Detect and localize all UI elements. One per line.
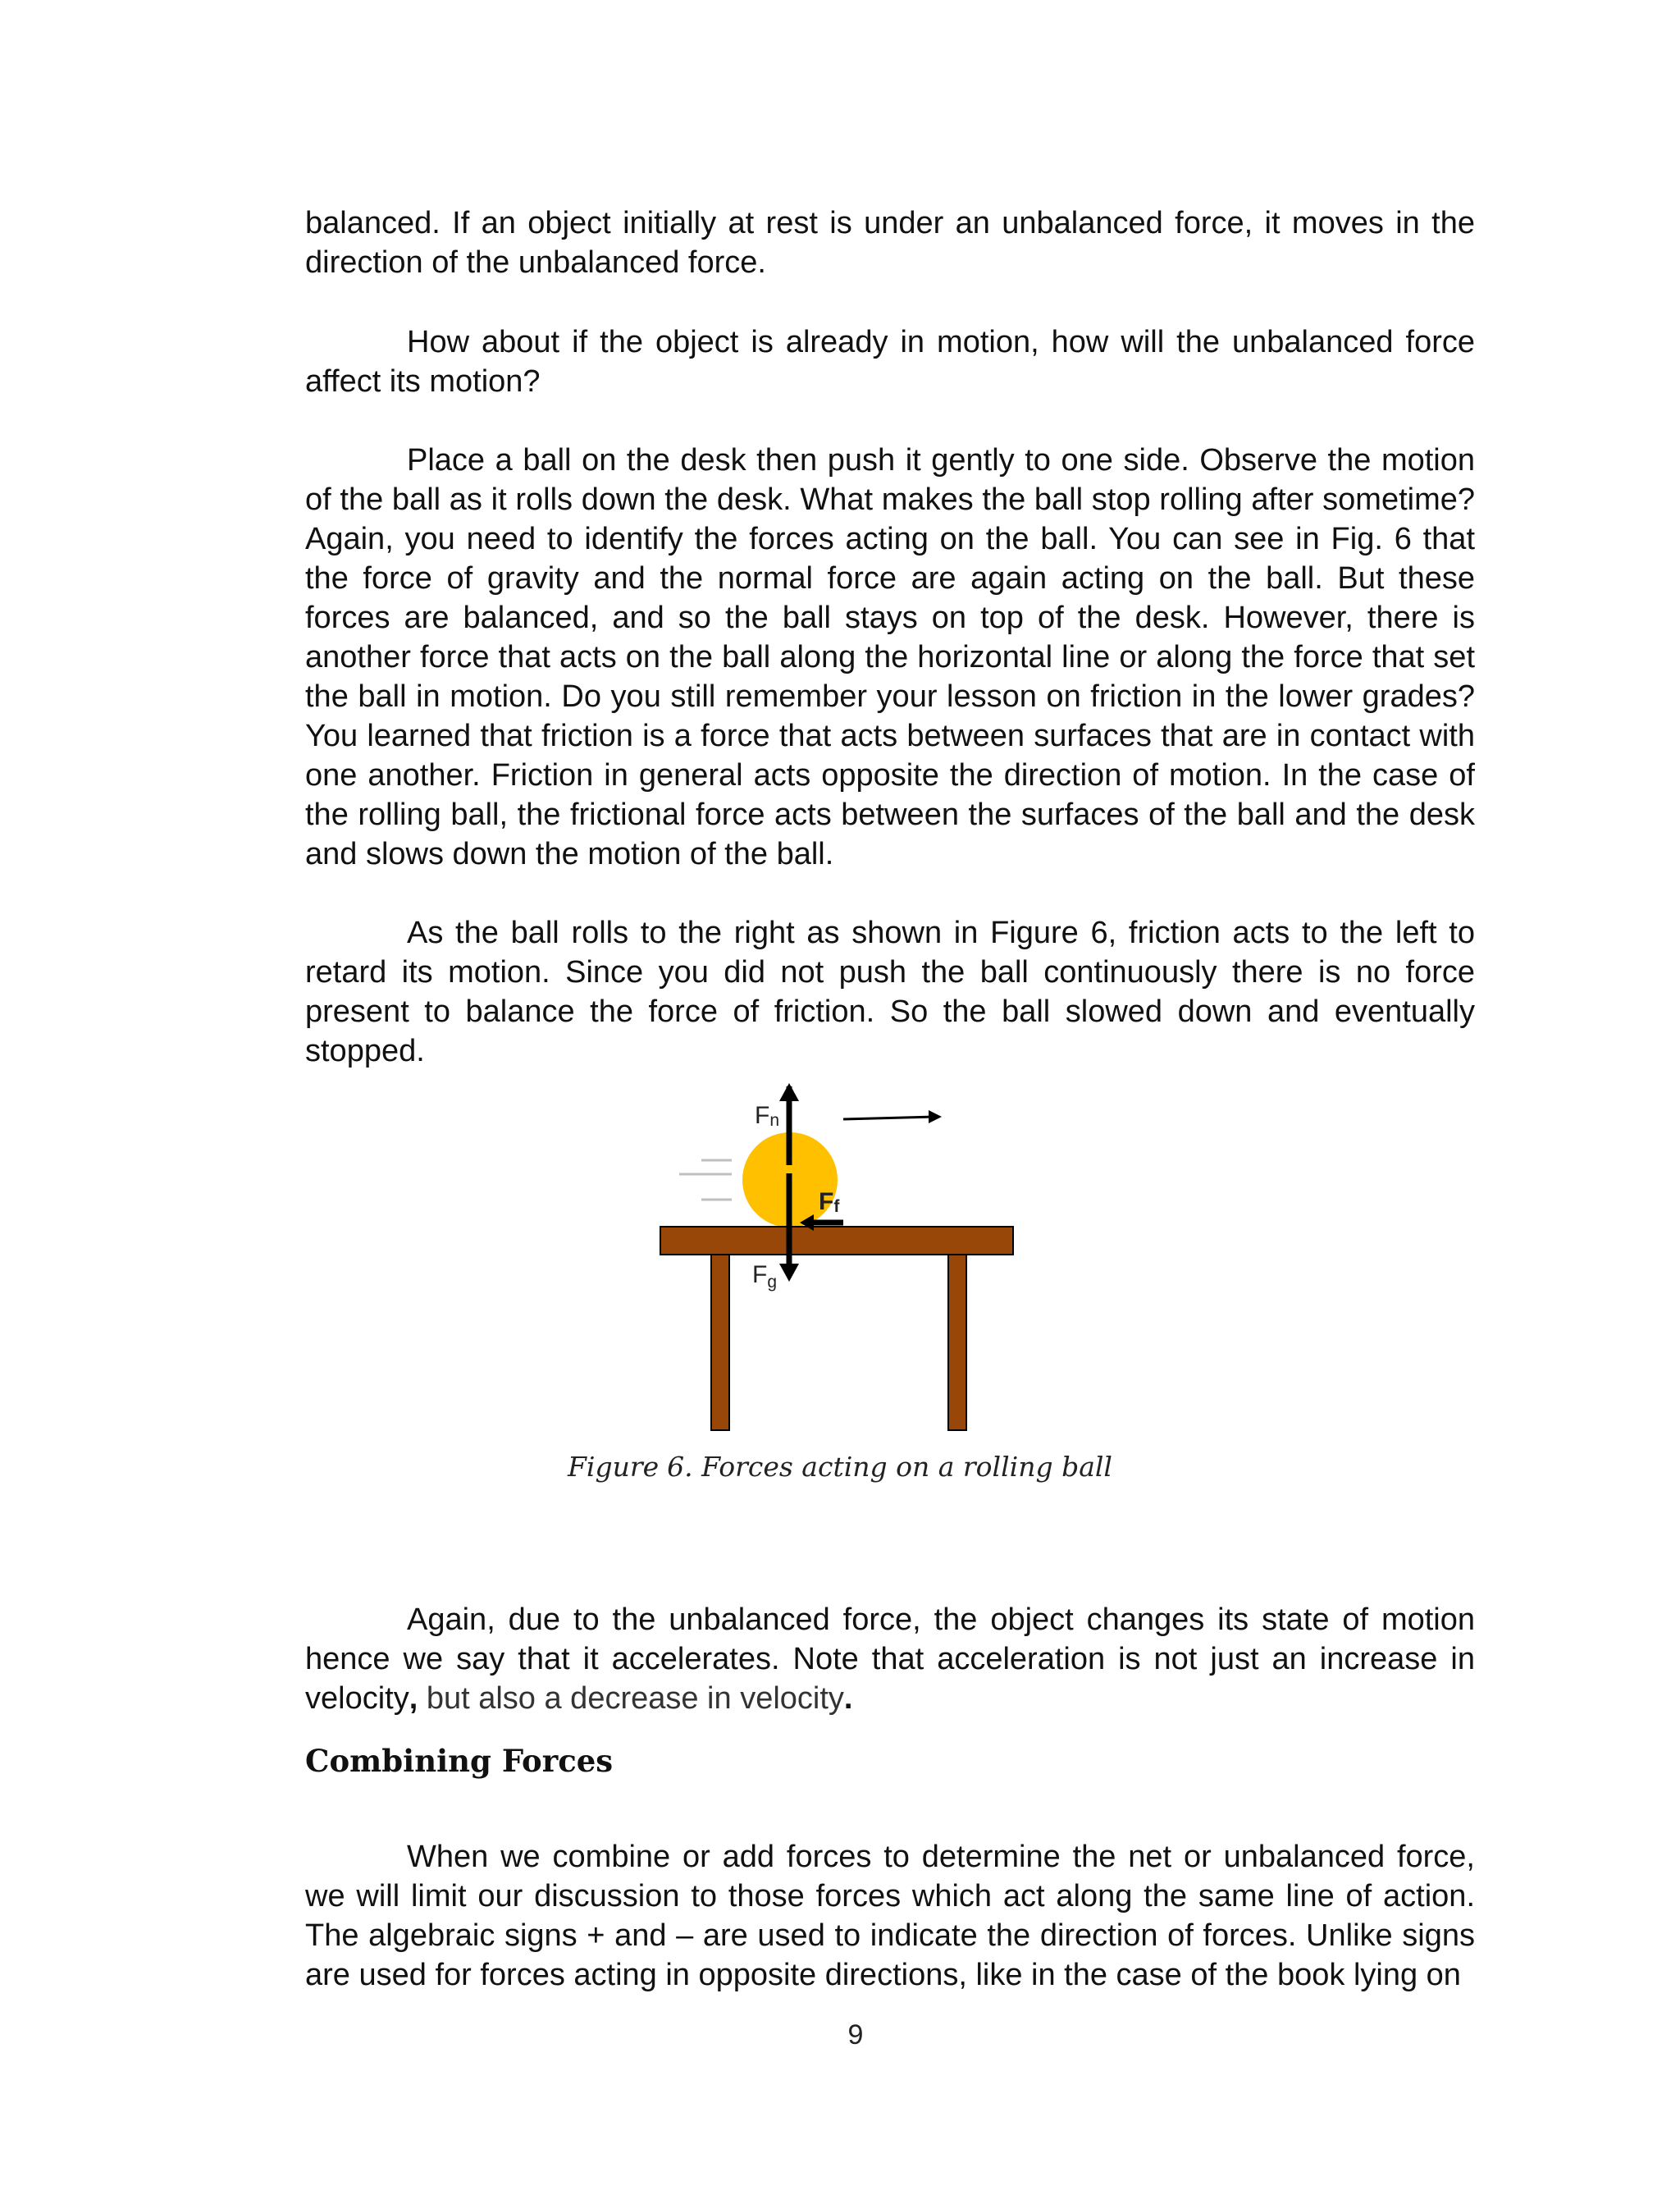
figure-caption-label: Figure [568, 1451, 660, 1483]
motion-direction-arrowhead [929, 1110, 942, 1123]
normal-force-arrowhead [779, 1083, 799, 1101]
paragraph-unbalanced-force-rest: balanced. If an object initially at rest is under an unbalanced force, it moves in the direction of the unbalanced force. [305, 206, 1475, 280]
rolling-ball-diagram [640, 1067, 1034, 1444]
paragraph-ball-rolls-right: As the ball rolls to the right as shown in Figure 6, friction acts to the left to retard its motion. Since you did not push the ball continuously there is no force present to balance the force of friction. So the ball slowed down and eventually stopped. [305, 916, 1475, 1068]
desk-leg-right [948, 1255, 966, 1430]
acceleration-text-main: Again, due to the unbalanced force, the object changes its state of motion hence we say that it accelerates. Note that acceleration is not just an increase in velocity [305, 1602, 1475, 1716]
desk-leg-left [711, 1255, 729, 1430]
figure-caption [0, 1449, 1680, 1485]
motion-direction-arrow [843, 1110, 942, 1123]
paragraph-object-in-motion-question: How about if the object is already in motion, how will the unbalanced force affect its motion? [305, 325, 1475, 399]
desk [660, 1227, 1013, 1430]
acceleration-text-decrease: but also a decrease in velocity [418, 1681, 844, 1716]
figure-caption-text: 6. Forces acting on a rolling ball [667, 1451, 1112, 1483]
acceleration-comma: , [409, 1681, 418, 1716]
motion-lines [679, 1160, 732, 1200]
gravity-force-label: $F_g$ [752, 1261, 778, 1292]
paragraph-combining-forces: When we combine or add forces to determine the net or unbalanced force, we will limit our discussion to those forces which act along the same line of action. The algebraic signs + and – are used to indicate the direction of forces. Unlike signs are used for forces acting in opposite directions, like in the case of the book lying on [305, 1840, 1475, 1992]
gravity-force-arrowhead [779, 1264, 799, 1282]
motion-direction-shaft [843, 1117, 935, 1119]
normal-force-label: Fn [755, 1102, 780, 1130]
section-heading: Combining Forces [305, 1743, 614, 1779]
paragraph-ball-on-desk-friction: Place a ball on the desk then push it gently to one side. Observe the motion of the ball as it rolls down the desk. What makes the ball stop rolling after sometime? Again, you need to identify the forces acting on the ball. You can see in Fig. 6 that the force of gravity and the normal force are again acting on the ball. But these forces are balanced, and so the ball stays on top of the desk. However, there is another force that acts on the ball along the horizontal line or along the force that set the ball in motion. Do you still remember your lesson on friction in the lower grades? You learned that friction is a force that acts between surfaces that are in contact with one another. Friction in general acts opposite the direction of motion. In the case of the rolling ball, the frictional force acts between the surfaces of the ball and the desk and slows down the motion of the ball. [305, 443, 1475, 871]
acceleration-period: . [843, 1681, 853, 1716]
figure-rolling-ball-forces [640, 1067, 1034, 1444]
page-number: 9 [847, 2019, 864, 2051]
paragraph-acceleration [305, 1600, 1475, 1718]
friction-force-label: Ff [819, 1188, 840, 1216]
desk-top [660, 1227, 1013, 1255]
